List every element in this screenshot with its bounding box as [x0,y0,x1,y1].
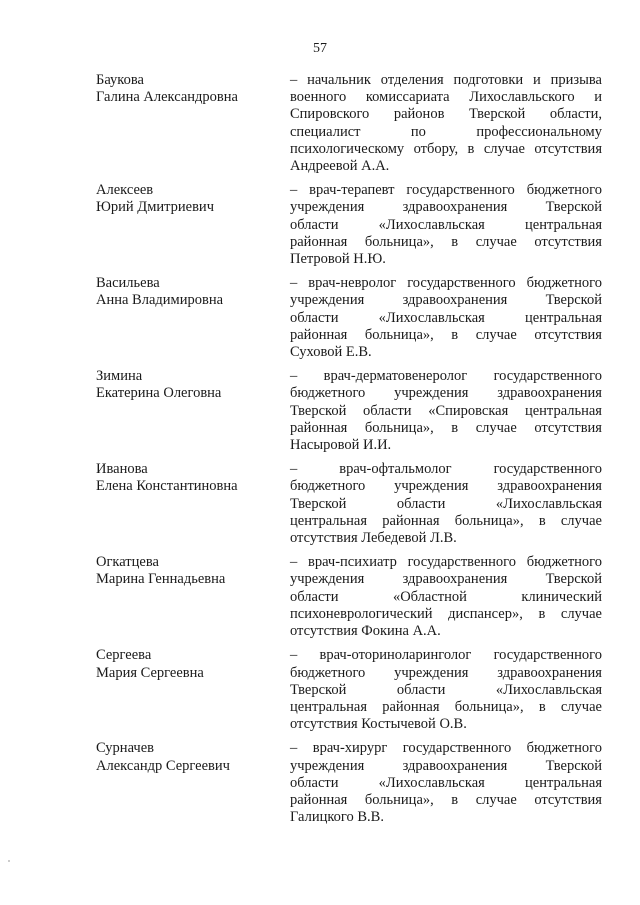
member-name [96,368,290,454]
position-line: – врач-невролог государственного бюджетного [290,275,602,292]
position-line: бюджетного учреждения здравоохранения [290,385,602,402]
position-line: учреждения здравоохранения Тверской [290,292,602,309]
member-name [96,275,290,361]
member-surname: Баукова [96,72,144,88]
commission-member-list [96,72,602,833]
position-line: Тверской области «Спировская центральная [290,402,602,419]
position-line: районная больница», в случае отсутствия [290,326,602,343]
position-line: Тверской области «Лихославльская [290,495,602,512]
member-surname: Зимина [96,368,143,385]
position-line: Насыровой И.И. [290,437,392,454]
position-line: военного комиссариата Лихославльского и [290,89,602,106]
position-line: – начальник отделения подготовки и призыва [290,72,602,88]
page-number: 57 [313,41,327,56]
position-line: районная больница», в случае отсутствия [290,791,602,808]
position-line: районная больница», в случае отсутствия [290,233,602,250]
member-entry [96,461,602,547]
member-given-names: Александр Сергеевич [96,757,230,774]
position-line: центральная районная больница», в случае [290,512,602,529]
position-line: Петровой Н.Ю. [290,251,386,268]
member-name [96,72,290,175]
scan-speck [8,860,10,862]
member-name [96,182,290,268]
position-line: – врач-хирург государственного бюджетного [290,740,602,757]
member-name [96,461,290,547]
member-entry [96,368,602,454]
member-given-names: Юрий Дмитриевич [96,199,214,216]
member-surname: Васильева [96,275,160,292]
member-position [290,275,602,361]
position-line: Тверской области «Лихославльская [290,681,602,698]
member-given-names: Галина Александровна [96,89,238,106]
member-position [290,554,602,640]
position-line: Спировского районов Тверской области, [290,106,602,123]
position-line: отсутствия Фокина А.А. [290,623,441,640]
member-position [290,182,602,268]
position-line: – врач-дерматовенеролог государственного [290,368,602,385]
position-line: специалист по профессиональному [290,123,602,140]
position-line: области «Лихославльская центральная [290,216,602,233]
position-line: области «Лихославльская центральная [290,774,602,791]
member-entry [96,182,602,268]
member-position [290,461,602,547]
member-name [96,554,290,640]
member-position [290,647,602,733]
position-line: – врач-оториноларинголог государственного [290,647,602,664]
position-line: – врач-терапевт государственного бюджетного [290,182,602,199]
member-entry [96,740,602,826]
member-surname: Огкатцева [96,554,159,571]
position-line: центральная районная больница», в случае [290,698,602,715]
member-name [96,647,290,733]
position-line: – врач-психиатр государственного бюджетного [290,554,602,571]
position-line: учреждения здравоохранения Тверской [290,571,602,588]
position-line: учреждения здравоохранения Тверской [290,757,602,774]
position-line: районная больница», в случае отсутствия [290,419,602,436]
position-line: – врач-офтальмолог государственного [290,461,602,478]
member-entry [96,275,602,361]
position-line: психологическому отбору, в случае отсутствия [290,140,602,157]
member-name [96,740,290,826]
member-entry [96,647,602,733]
position-line: психоневрологический диспансер», в случае [290,605,602,622]
member-given-names: Екатерина Олеговна [96,385,222,402]
member-position [290,368,602,454]
member-entry [96,554,602,640]
member-given-names: Анна Владимировна [96,292,224,309]
member-position [290,72,602,175]
member-given-names: Мария Сергеевна [96,664,204,681]
member-surname: Сергеева [96,647,152,664]
position-line: Суховой Е.В. [290,344,372,361]
position-line: Андреевой А.А. [290,158,390,175]
member-given-names: Елена Константиновна [96,478,238,495]
member-position [290,740,602,826]
member-entry [96,72,602,175]
position-line: бюджетного учреждения здравоохранения [290,664,602,681]
member-surname: Сурначев [96,740,154,757]
member-given-names: Марина Геннадьевна [96,571,226,588]
position-line: учреждения здравоохранения Тверской [290,199,602,216]
position-line: отсутствия Костычевой О.В. [290,716,467,733]
position-line: бюджетного учреждения здравоохранения [290,478,602,495]
position-line: области «Лихославльская центральная [290,309,602,326]
position-line: области «Областной клинический [290,588,602,605]
position-line: отсутствия Лебедевой Л.В. [290,530,457,547]
member-surname: Алексеев [96,182,154,199]
position-line: Галицкого В.В. [290,809,384,826]
member-surname: Иванова [96,461,148,478]
